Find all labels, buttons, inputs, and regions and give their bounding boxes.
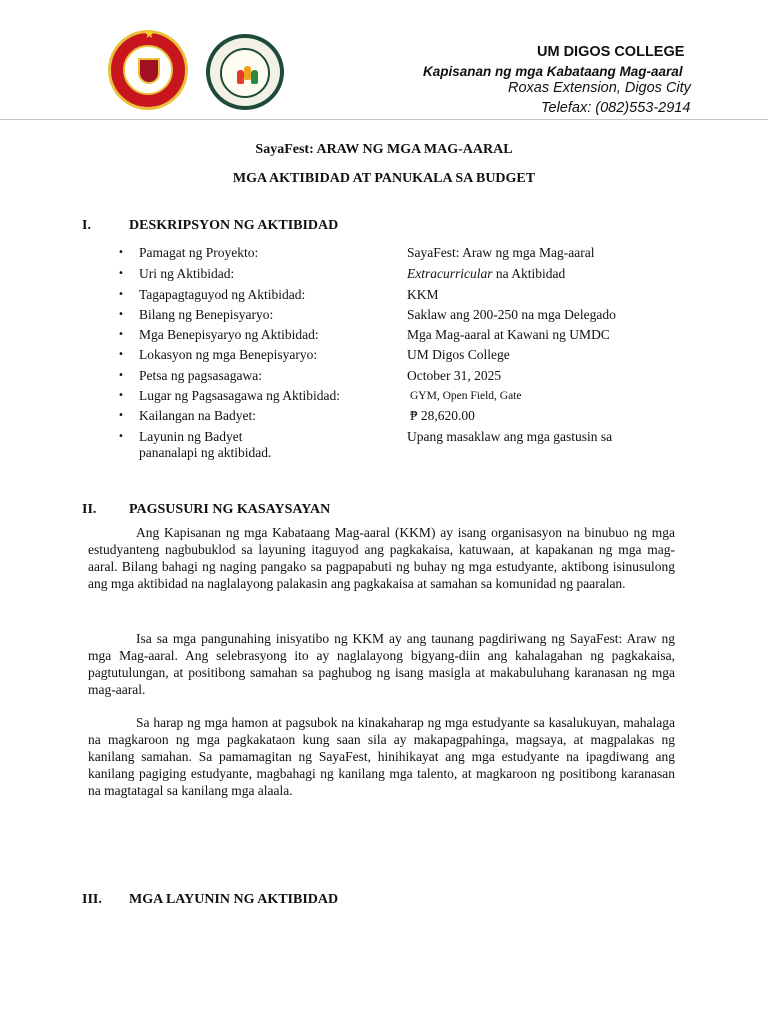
item-label: Pamagat ng Proyekto: xyxy=(139,245,259,260)
college-name: UM DIGOS COLLEGE xyxy=(537,44,685,60)
item-label: Lugar ng Pagsasagawa ng Aktibidad: xyxy=(139,388,340,403)
bullet: • xyxy=(118,349,124,360)
letterhead xyxy=(0,0,768,120)
item-value: Mga Mag-aaral at Kawani ng UMDC xyxy=(407,327,610,342)
item-value: Saklaw ang 200-250 na mga Delegado xyxy=(407,307,616,322)
item-value: October 31, 2025 xyxy=(407,368,502,383)
section-number: II. xyxy=(82,502,97,517)
kkm-logo xyxy=(206,34,284,110)
item-label: Petsa ng pagsasagawa: xyxy=(139,368,262,383)
bullet: • xyxy=(118,247,124,258)
people-icon xyxy=(237,66,259,86)
section-title: DESKRIPSYON NG AKTIBIDAD xyxy=(129,218,339,233)
item-label: Lokasyon ng mga Benepisyaryo: xyxy=(139,347,318,362)
item-value-italic: Extracurricular xyxy=(407,266,493,281)
bullet: • xyxy=(118,390,124,401)
logo-ring xyxy=(220,48,270,98)
item-value xyxy=(407,266,565,282)
section-title: PAGSUSURI NG KASAYSAYAN xyxy=(129,502,331,517)
item-label: Uri ng Aktibidad: xyxy=(139,266,235,281)
bullet: • xyxy=(118,410,124,421)
organization-name: Kapisanan ng mga Kabataang Mag-aaral xyxy=(423,64,683,79)
bullet: • xyxy=(118,370,124,381)
address: Roxas Extension, Digos City xyxy=(508,80,691,96)
section-number: I. xyxy=(82,218,91,233)
bullet: • xyxy=(118,289,124,300)
item-value: UM Digos College xyxy=(407,347,510,362)
item-label: Mga Benepisyaryo ng Aktibidad: xyxy=(139,327,319,342)
item-label: Tagapagtaguyod ng Aktibidad: xyxy=(139,287,306,302)
paragraph: Isa sa mga pangunahing inisyatibo ng KKM ay ang taunang pagdiriwang ng SayaFest: Araw ng mga Mag-aaral. Ang selebrasyong ito ay naglalayong bigyang-diin ang kahalagahan ng pagkakaisa, pagtutulungan, at positibong samahan sa paghubog ng isang masigla at makabuluhang karanasan ng mga mag-aaral. xyxy=(88,631,675,697)
bullet: • xyxy=(118,268,124,279)
item-value: KKM xyxy=(407,287,439,302)
item-label: Bilang ng Benepisyaryo: xyxy=(139,307,274,322)
item-value: Upang masaklaw ang mga gastusin sa xyxy=(407,429,613,444)
header-divider xyxy=(0,119,768,120)
logo-inner-seal xyxy=(123,45,173,95)
paragraph: Ang Kapisanan ng mga Kabataang Mag-aaral (KKM) ay isang organisasyon na binubuo ng mga estudyanteng nagbubuklod sa layuning itaguyod ang pagkakaisa, katuwaan, at kapakanan ng mga mag-aaral. Bilang bahagi ng naging pangako sa pagpapabuti ng buhay ng mga estudyante, aktibong isinusulong ang mga aktibidad na naglalayong palakasin ang pagkakaisa at samahan sa komunidad ng paaralan. xyxy=(88,525,675,591)
telefax: Telefax: (082)553-2914 xyxy=(541,100,691,115)
paragraph: Sa harap ng mga hamon at pagsubok na kinakaharap ng mga estudyante sa kasalukuyan, mahalaga na magkaroon ng mga pagkakataon kung saan sila ay makapagpahinga, magsaya, at magpalakas ng kanilang samahan. Sa pamamagitan ng SayaFest, hinihikayat ang mga estudyante na ipagdiwang ang kanilang pagiging estudyante, magbahagi ng kanilang mga talento, at magkaroon ng positibong karanasan na magtatagal sa kanilang mga alaala. xyxy=(88,715,675,798)
document-subtitle: MGA AKTIBIDAD AT PANUKALA SA BUDGET xyxy=(232,171,536,186)
item-value: ₱ 28,620.00 xyxy=(410,408,475,423)
item-value: SayaFest: Araw ng mga Mag-aaral xyxy=(407,245,595,260)
section-number: III. xyxy=(82,892,102,907)
item-label-continuation: pananalapi ng aktibidad. xyxy=(139,445,272,460)
section-title: MGA LAYUNIN NG AKTIBIDAD xyxy=(129,892,339,907)
shield-icon xyxy=(138,58,160,84)
item-value-rest: na Aktibidad xyxy=(492,266,566,281)
item-label: Layunin ng Badyet xyxy=(139,429,243,444)
item-value: GYM, Open Field, Gate xyxy=(410,390,522,402)
bullet: • xyxy=(118,329,124,340)
document-title: SayaFest: ARAW NG MGA MAG-AARAL xyxy=(255,142,513,157)
item-label: Kailangan na Badyet: xyxy=(139,408,256,423)
um-digos-college-logo xyxy=(108,27,188,110)
bullet: • xyxy=(118,431,124,442)
bullet: • xyxy=(118,309,124,320)
star-icon: ★ xyxy=(144,27,155,41)
